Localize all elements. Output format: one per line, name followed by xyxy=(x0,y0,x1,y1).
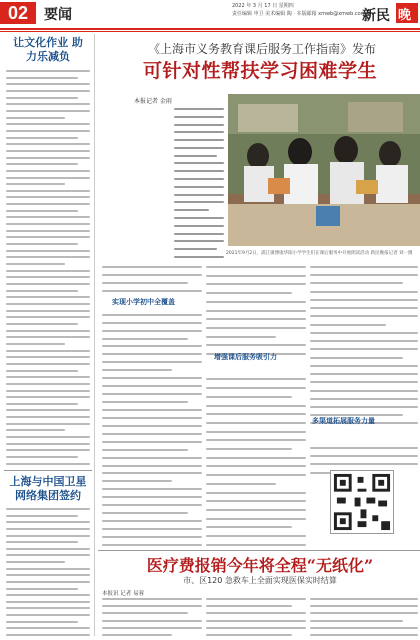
bottom-headline: 医疗费报销今年将全程“无纸化” xyxy=(146,556,374,575)
article-lead xyxy=(174,108,224,258)
svg-text:新民: 新民 xyxy=(362,8,390,24)
section-title: 要闻 xyxy=(44,7,72,23)
column-divider xyxy=(94,34,95,636)
article-column-1 xyxy=(102,266,202,546)
qr-code xyxy=(330,470,394,534)
subhead-1: 实现小学初中全覆盖 xyxy=(112,298,175,306)
bottom-column-2 xyxy=(206,598,306,636)
bottom-column-3 xyxy=(310,598,418,636)
date-line: 2022 年 3 月 17 日 星期四 xyxy=(232,3,294,9)
subhead-2: 增强课后服务吸引力 xyxy=(214,353,277,361)
svg-text:晚: 晚 xyxy=(398,8,412,23)
subhead-3: 多渠道拓展服务力量 xyxy=(312,417,375,425)
bottom-byline: 本报讯 记者 易蓉 xyxy=(102,591,144,597)
article-kicker: 《上海市义务教育课后服务工作指南》发布 xyxy=(147,42,376,56)
article-column-2 xyxy=(206,266,306,546)
photo-caption: 2021年9月2日，浦江镇博康华阳小学学生们在课后服务中开展朗读活动 新民晚报记者 刘一摄 xyxy=(226,251,413,256)
left-article-body-2 xyxy=(6,508,90,636)
left-divider xyxy=(4,470,92,471)
header-rule xyxy=(0,28,420,30)
article-headline: 可针对性帮扶学习困难学生 xyxy=(142,60,377,82)
bottom-column-1 xyxy=(102,598,202,636)
editor-line: 责任编辑 申卫 美术编辑 陶 · 本版邮箱 xmwb@xmwb.com.cn xyxy=(232,11,374,17)
article-divider xyxy=(98,550,420,551)
header-rule-thin xyxy=(0,31,420,32)
left-article-title-2: 上海与中国卫星网络集团签约 xyxy=(9,475,87,502)
bottom-subheading: 市、区120 急救车上全面实现医保实时结算 xyxy=(183,576,337,585)
newspaper-logo xyxy=(360,0,420,26)
page-number: 02 xyxy=(0,2,36,24)
left-article-title: 让文化作业 助力乐减负 xyxy=(13,36,83,63)
article-byline: 本报记者 金雨 xyxy=(134,98,172,105)
article-photo xyxy=(228,94,420,246)
left-article-body xyxy=(6,70,90,465)
